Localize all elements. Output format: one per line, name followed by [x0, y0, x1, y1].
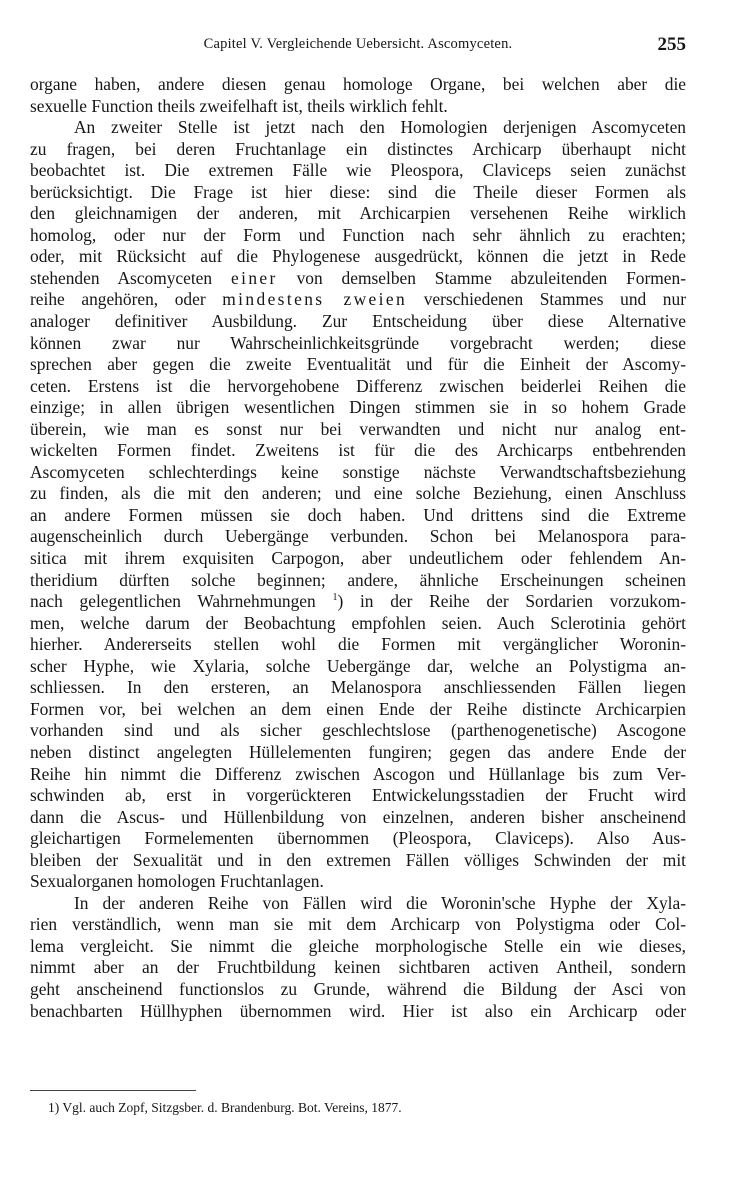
text-line: einzige; in allen übrigen wesentlichen Dingen stimmen sie in so hohem Grade: [30, 397, 686, 418]
text-line: können zwar nur Wahrscheinlichkeitsgründe vorgebracht werden; diese: [30, 332, 686, 353]
spaced-emphasis: einer: [230, 267, 278, 288]
text-line: neben distinct angelegten Hüllelementen fungiren; gegen das andere Ende der: [30, 741, 686, 762]
text-line: rien verständlich, wenn man sie mit dem Archicarp von Polystigma oder Col-: [30, 914, 686, 935]
text-line: gleichartigen Formelementen übernommen (Pleospora, Claviceps). Also Aus-: [30, 828, 686, 849]
text-line: wickelten Formen findet. Zweitens ist für die des Archicarps entbehrenden: [30, 440, 686, 461]
page-number: 255: [657, 34, 686, 55]
text-segment: reihe angehören, oder: [30, 289, 223, 310]
text-line: schliessen. In den ersteren, an Melanospora anschliessenden Fällen liegen: [30, 677, 686, 698]
text-line: zu finden, als die mit den anderen; und eine solche Beziehung, einen Anschluss: [30, 483, 686, 504]
text-segment: ) in der Reihe der Sordarien vorzukom-: [337, 591, 686, 612]
text-line: hierher. Andererseits stellen wohl die Formen mit vergänglicher Woronin-: [30, 634, 686, 655]
text-line: an andere Formen müssen sie doch haben. Und drittens sind die Extreme: [30, 504, 686, 525]
text-line: homolog, oder nur der Form und Function nach sehr ähnlich zu erachten;: [30, 224, 686, 245]
text-line: oder, mit Rücksicht auf die Phylogenese ausgedrückt, können die jetzt in Rede: [30, 246, 686, 267]
text-line: nimmt aber an der Fruchtbildung keinen sichtbaren activen Antheil, sondern: [30, 957, 686, 978]
text-line: organe haben, andere diesen genau homologe Organe, bei welchen aber die: [30, 74, 686, 94]
text-segment: verschiedenen Stammes und nur: [407, 289, 686, 310]
text-line: den gleichnamigen der anderen, mit Archicarpien versehenen Reihe wirklich: [30, 203, 686, 224]
body-text: [30, 74, 686, 1022]
text-line: In der anderen Reihe von Fällen wird die Woronin'sche Hyphe der Xyla-: [74, 892, 686, 913]
text-line: sitica mit ihrem exquisiten Carpogon, aber undeutlichem oder fehlendem An-: [30, 548, 686, 569]
text-line: [30, 289, 686, 311]
text-line: scher Hyphe, wie Xylaria, solche Uebergänge dar, welche an Polystigma an-: [30, 655, 686, 676]
text-segment: stehenden Ascomyceten: [30, 267, 231, 288]
text-line: augenscheinlich durch Uebergänge verbunden. Schon bei Melanospora para-: [30, 526, 686, 547]
text-line: benachbarten Hüllhyphen übernommen wird. Hier ist also ein Archicarp oder: [30, 1000, 686, 1021]
text-line: vorhanden sind und als sicher geschlechtslose (parthenogenetische) Ascogone: [30, 720, 686, 741]
text-line: Ascomyceten schlechterdings keine sonstige nächste Verwandtschaftsbeziehung: [30, 461, 686, 482]
text-line: sexuelle Function theils zweifelhaft ist, theils wirklich fehlt.: [30, 95, 448, 116]
text-line: zu fragen, bei deren Fruchtanlage ein distinctes Archicarp überhaupt nicht: [30, 138, 686, 159]
spaced-emphasis: mindestens zweien: [222, 289, 408, 310]
text-line: An zweiter Stelle ist jetzt nach den Homologien derjenigen Ascomyceten: [74, 117, 686, 138]
running-title: Capitel V. Vergleichende Uebersicht. Ascomyceten.: [203, 36, 513, 52]
text-line: berücksichtigt. Die Frage ist hier diese: sind die Theile dieser Formen als: [30, 181, 686, 202]
text-line: theridium dürften solche beginnen; andere, ähnliche Erscheinungen scheinen: [30, 569, 686, 590]
text-line: analoger definitiver Ausbildung. Zur Entscheidung über diese Alternative: [30, 311, 686, 332]
text-line: [30, 268, 686, 290]
footnote-marker: 1: [48, 1100, 55, 1115]
text-line: lema vergleicht. Sie nimmt die gleiche morphologische Stelle ein wie dieses,: [30, 935, 686, 956]
text-line: dann die Ascus- und Hüllenbildung von einzelnen, anderen bisher anscheinend: [30, 806, 686, 827]
footnote-text: ) Vgl. auch Zopf, Sitzgsber. d. Brandenburg. Bot. Vereins, 1877.: [54, 1100, 402, 1115]
footnote-ref: 1: [332, 592, 338, 604]
text-line: men, welche darum der Beobachtung empfohlen seien. Auch Sclerotinia gehört: [30, 612, 686, 633]
text-line: Formen vor, bei welchen an dem einen Ende der Reihe distincte Archicarpien: [30, 698, 686, 719]
text-segment: nach gelegentlichen Wahrnehmungen: [30, 591, 333, 612]
page-header: [30, 34, 686, 58]
text-line: bleiben der Sexualität und in den extremen Fällen völliges Schwinden der mit: [30, 849, 686, 870]
text-line: beobachtet ist. Die extremen Fälle wie Pleospora, Claviceps seien zunächst: [30, 160, 686, 181]
text-segment: von demselben Stamme abzuleitenden Formen-: [277, 267, 686, 288]
footnote: [48, 1100, 402, 1116]
text-line: überein, wie man es sonst nur bei verwandten und nicht nur analog ent-: [30, 418, 686, 439]
text-line: Reihe hin nimmt die Differenz zwischen Ascogon und Hüllanlage bis zum Ver-: [30, 763, 686, 784]
text-line: [30, 591, 686, 613]
text-line: sprechen aber gegen die zweite Eventualität und für die Einheit der Ascomy-: [30, 354, 686, 375]
text-line: Sexualorganen homologen Fruchtanlagen.: [30, 871, 324, 892]
text-line: schwinden ab, erst in vorgerückteren Entwickelungsstadien der Frucht wird: [30, 785, 686, 806]
footnote-divider: [30, 1090, 196, 1091]
text-line: geht anscheinend functionslos zu Grunde, während die Bildung der Asci von: [30, 978, 686, 999]
text-line: ceten. Erstens ist die hervorgehobene Differenz zwischen beiderlei Reihen die: [30, 375, 686, 396]
